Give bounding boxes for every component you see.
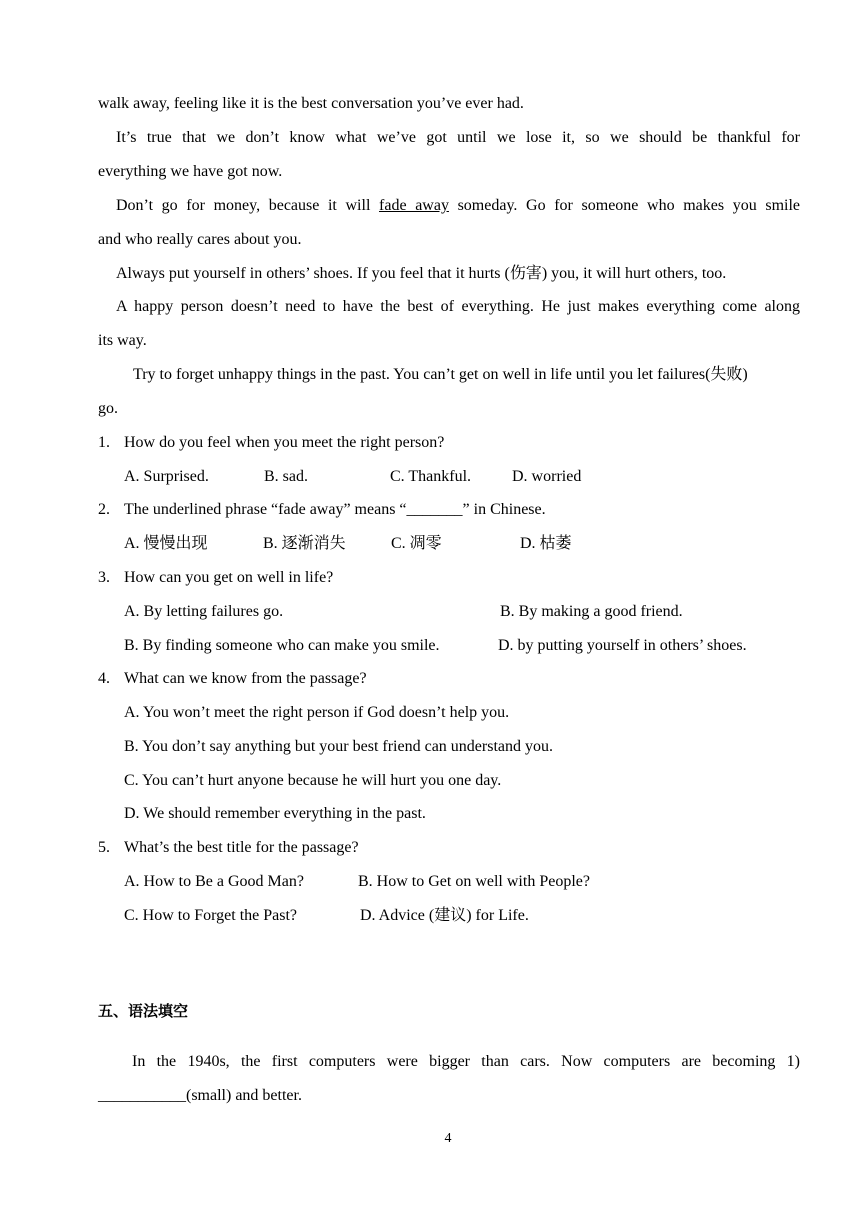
option-d: D. worried: [512, 468, 582, 485]
question-number: 2.: [98, 501, 110, 518]
passage-line: its way.: [98, 332, 147, 349]
passage-line: Always put yourself in others’ shoes. If you feel that it hurts (伤害) you, it will hurt others, too.: [116, 265, 727, 282]
passage-line: [116, 196, 800, 216]
option-a: A. You won’t meet the right person if God doesn’t help you.: [124, 704, 510, 721]
passage-text: Don’t go for money, because it will: [116, 197, 380, 214]
option-b: B. You don’t say anything but your best friend can understand you.: [124, 738, 553, 755]
option-c: C. Thankful.: [390, 468, 472, 485]
option-a: A. 慢慢出现: [124, 535, 208, 552]
option-a: A. By letting failures go.: [124, 603, 284, 620]
section-heading: 五、语法填空: [98, 1002, 189, 1020]
section-text: In the 1940s, the first computers were bigger than cars. Now computers are becoming 1): [132, 1053, 800, 1070]
question-number: 3.: [98, 569, 110, 586]
section-text: ___________(small) and better.: [98, 1087, 302, 1104]
question-text: How can you get on well in life?: [124, 569, 334, 586]
question-text: What can we know from the passage?: [124, 670, 367, 687]
option-a: A. How to Be a Good Man?: [124, 873, 304, 890]
question-text: What’s the best title for the passage?: [124, 839, 359, 856]
option-d: D. 枯萎: [520, 535, 572, 552]
option-d: D. We should remember everything in the past.: [124, 805, 426, 822]
passage-line: go.: [98, 400, 118, 417]
question-number: 5.: [98, 839, 110, 856]
page-number: 4: [444, 1131, 452, 1146]
option-b: B. sad.: [264, 468, 308, 485]
passage-line: It’s true that we don’t know what we’ve got until we lose it, so we should be thankful for: [116, 129, 800, 146]
underlined-phrase: fade away: [379, 197, 449, 214]
passage-line: and who really cares about you.: [98, 231, 302, 248]
question-number: 1.: [98, 434, 110, 451]
passage-line: everything we have got now.: [98, 163, 283, 180]
option-c: C. 凋零: [391, 535, 442, 552]
option-b: B. By making a good friend.: [500, 603, 683, 620]
option-b: B. How to Get on well with People?: [358, 873, 590, 890]
question-text: The underlined phrase “fade away” means “_______” in Chinese.: [124, 501, 546, 518]
question-text: How do you feel when you meet the right person?: [124, 434, 445, 451]
option-c: C. How to Forget the Past?: [124, 907, 298, 924]
option-b: B. 逐渐消失: [263, 535, 346, 552]
passage-line: Try to forget unhappy things in the past. You can’t get on well in life until you let failures(失败): [133, 366, 748, 383]
option-d: D. by putting yourself in others’ shoes.: [498, 637, 747, 654]
option-d: D. Advice (建议) for Life.: [360, 907, 529, 924]
option-c: C. You can’t hurt anyone because he will hurt you one day.: [124, 772, 502, 789]
option-a: A. Surprised.: [124, 468, 209, 485]
question-number: 4.: [98, 670, 110, 687]
passage-line: walk away, feeling like it is the best conversation you’ve ever had.: [98, 95, 524, 112]
passage-text: someday. Go for someone who makes you smile: [448, 197, 800, 214]
passage-line: A happy person doesn’t need to have the best of everything. He just makes everything come along: [116, 298, 800, 315]
option-b-second: B. By finding someone who can make you smile.: [124, 637, 440, 654]
